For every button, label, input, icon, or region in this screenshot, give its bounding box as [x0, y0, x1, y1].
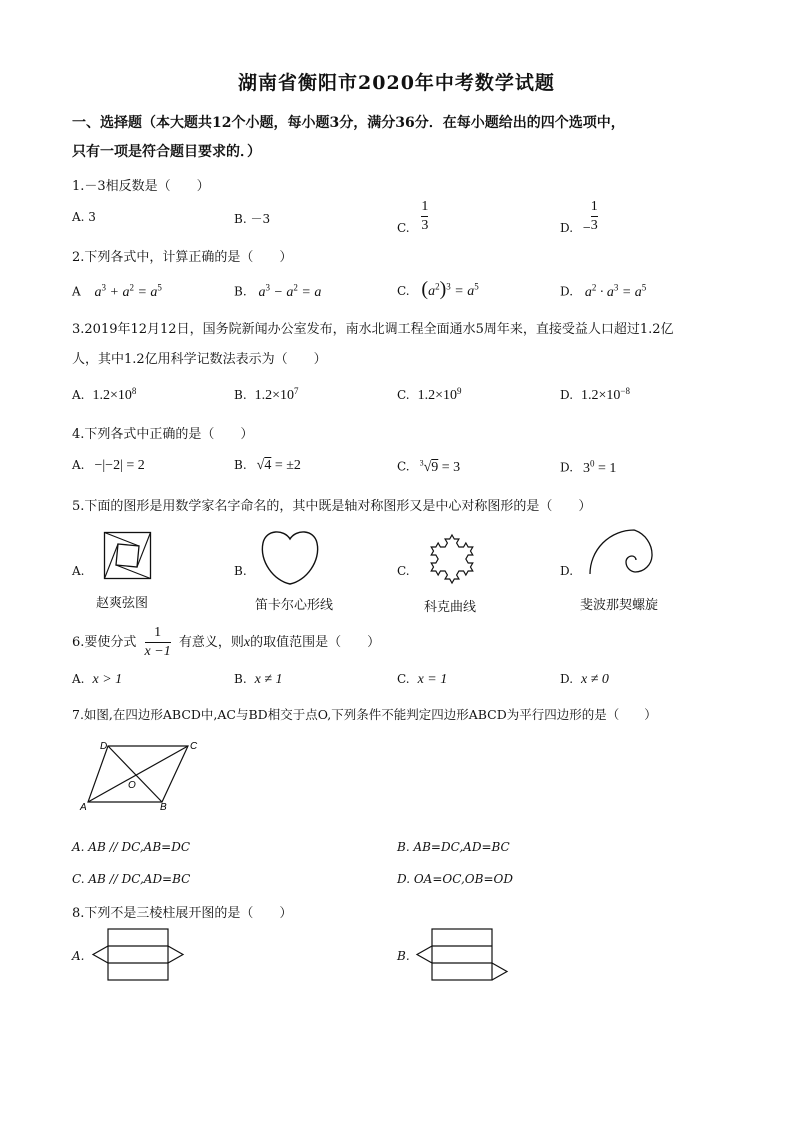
- q7-option-b: B. AB=DC,AD=BC: [397, 840, 510, 854]
- point-c-label: C: [190, 741, 198, 752]
- q5-caption-b: 笛卡尔心形线: [255, 598, 334, 613]
- q5-option-a-label: A.: [72, 564, 85, 578]
- prism-net-b-diagram: [414, 928, 510, 982]
- q4-option-b: B. √4 = ±2: [234, 458, 301, 473]
- point-o-label: O: [128, 780, 136, 791]
- q4-stem: 4.下列各式中正确的是（ ）: [72, 427, 254, 442]
- q4-option-c: C. $^3$√9 = 3: [397, 458, 461, 475]
- q7-option-a: A. AB // DC,AB=DC: [72, 840, 191, 854]
- section-heading-line2: 只有一项是符合题目要求的．）: [72, 144, 261, 160]
- q6-option-c: C. x = 1: [397, 672, 448, 687]
- q2-stem: 2.下列各式中，计算正确的是（ ）: [72, 250, 293, 265]
- koch-curve-diagram: [424, 526, 480, 588]
- q3-stem-line1: 3.2019年12月12日，国务院新闻办公室发布，南水北调工程全面通水5周年来，直接受益人口超过1.2亿: [72, 322, 674, 337]
- q1-option-c: C. $\frac{1}{3}$: [397, 199, 429, 235]
- prism-net-a-diagram: [90, 928, 186, 982]
- point-b-label: B: [160, 802, 167, 813]
- q2-option-d: D. $a^2 \cdot a^3 = a^5$: [560, 282, 647, 300]
- q6-option-d: D. x ≠ 0: [560, 672, 609, 687]
- point-a-label: A: [80, 802, 87, 813]
- q5-stem: 5.下面的图形是用数学家名字命名的，其中既是轴对称图形又是中心对称图形的是（ ）: [72, 499, 592, 514]
- q7-stem: 7.如图,在四边形ABCD中,AC与BD相交于点O,下列条件不能判定四边形ABCD为平行四边形的是（ ）: [72, 707, 657, 722]
- q3-option-b: B. $1.2\times 10^7$: [234, 386, 299, 403]
- q8-option-a-label: A.: [72, 949, 85, 963]
- q8-option-b-label: B.: [397, 949, 410, 963]
- q1-stem: 1.－3相反数是（ ）: [72, 179, 210, 194]
- q3-option-a: A. $1.2\times 10^8$: [72, 386, 137, 403]
- q6-option-b: B. x ≠ 1: [234, 672, 283, 687]
- q1-option-d: D. − $\frac{1}{3}$: [560, 199, 598, 236]
- point-d-label: D: [100, 741, 108, 752]
- q7-option-c: C. AB // DC,AD=BC: [72, 872, 191, 886]
- q8-stem: 8.下列不是三棱柱展开图的是（ ）: [72, 906, 293, 921]
- q5-caption-d: 斐波那契螺旋: [580, 598, 659, 613]
- q5-caption-c: 科克曲线: [424, 600, 477, 615]
- fibonacci-spiral-diagram: [588, 528, 660, 588]
- cardioid-diagram: [258, 527, 322, 587]
- q5-caption-a: 赵爽弦图: [96, 596, 149, 611]
- q7-option-d: D. OA=OC,OB=OD: [397, 872, 513, 886]
- section-heading-line1: 一、选择题（本大题共12个小题，每小题3分，满分36分．在每小题给出的四个选项中，: [72, 115, 625, 131]
- q1-option-a: A. 3: [72, 210, 96, 224]
- q3-option-c: C. $1.2\times 10^9$: [397, 386, 462, 403]
- q5-option-b-label: B.: [234, 564, 247, 578]
- q3-stem-line2: 人，其中1.2亿用科学记数法表示为（ ）: [72, 352, 327, 367]
- q6-stem: 6.要使分式 $\frac{1}{x -1}$ 有意义，则x的取值范围是（ ）: [72, 625, 381, 659]
- q2-option-a: A $a^3 + a^2 = a^5$: [72, 282, 162, 300]
- q4-option-d: D. $3^0 = 1$: [560, 458, 617, 476]
- page-title: 湖南省衡阳市2020年中考数学试题: [238, 72, 555, 94]
- q3-option-d: D. $1.2\times 10^{-8}$: [560, 386, 630, 403]
- q2-option-c: C. $(a^2)^3 = a^5$: [397, 278, 479, 300]
- q1-option-b: B. －3: [234, 212, 271, 226]
- q2-option-b: B. $a^3 - a^2 = a$: [234, 282, 322, 300]
- q4-option-a: A. −|−2| = 2: [72, 458, 145, 473]
- q5-option-c-label: C.: [397, 564, 410, 578]
- zhaoshuang-diagram: [104, 532, 152, 580]
- q5-option-d-label: D.: [560, 564, 574, 578]
- q6-option-a: A. x > 1: [72, 672, 123, 687]
- quadrilateral-abcd-diagram: [78, 738, 198, 813]
